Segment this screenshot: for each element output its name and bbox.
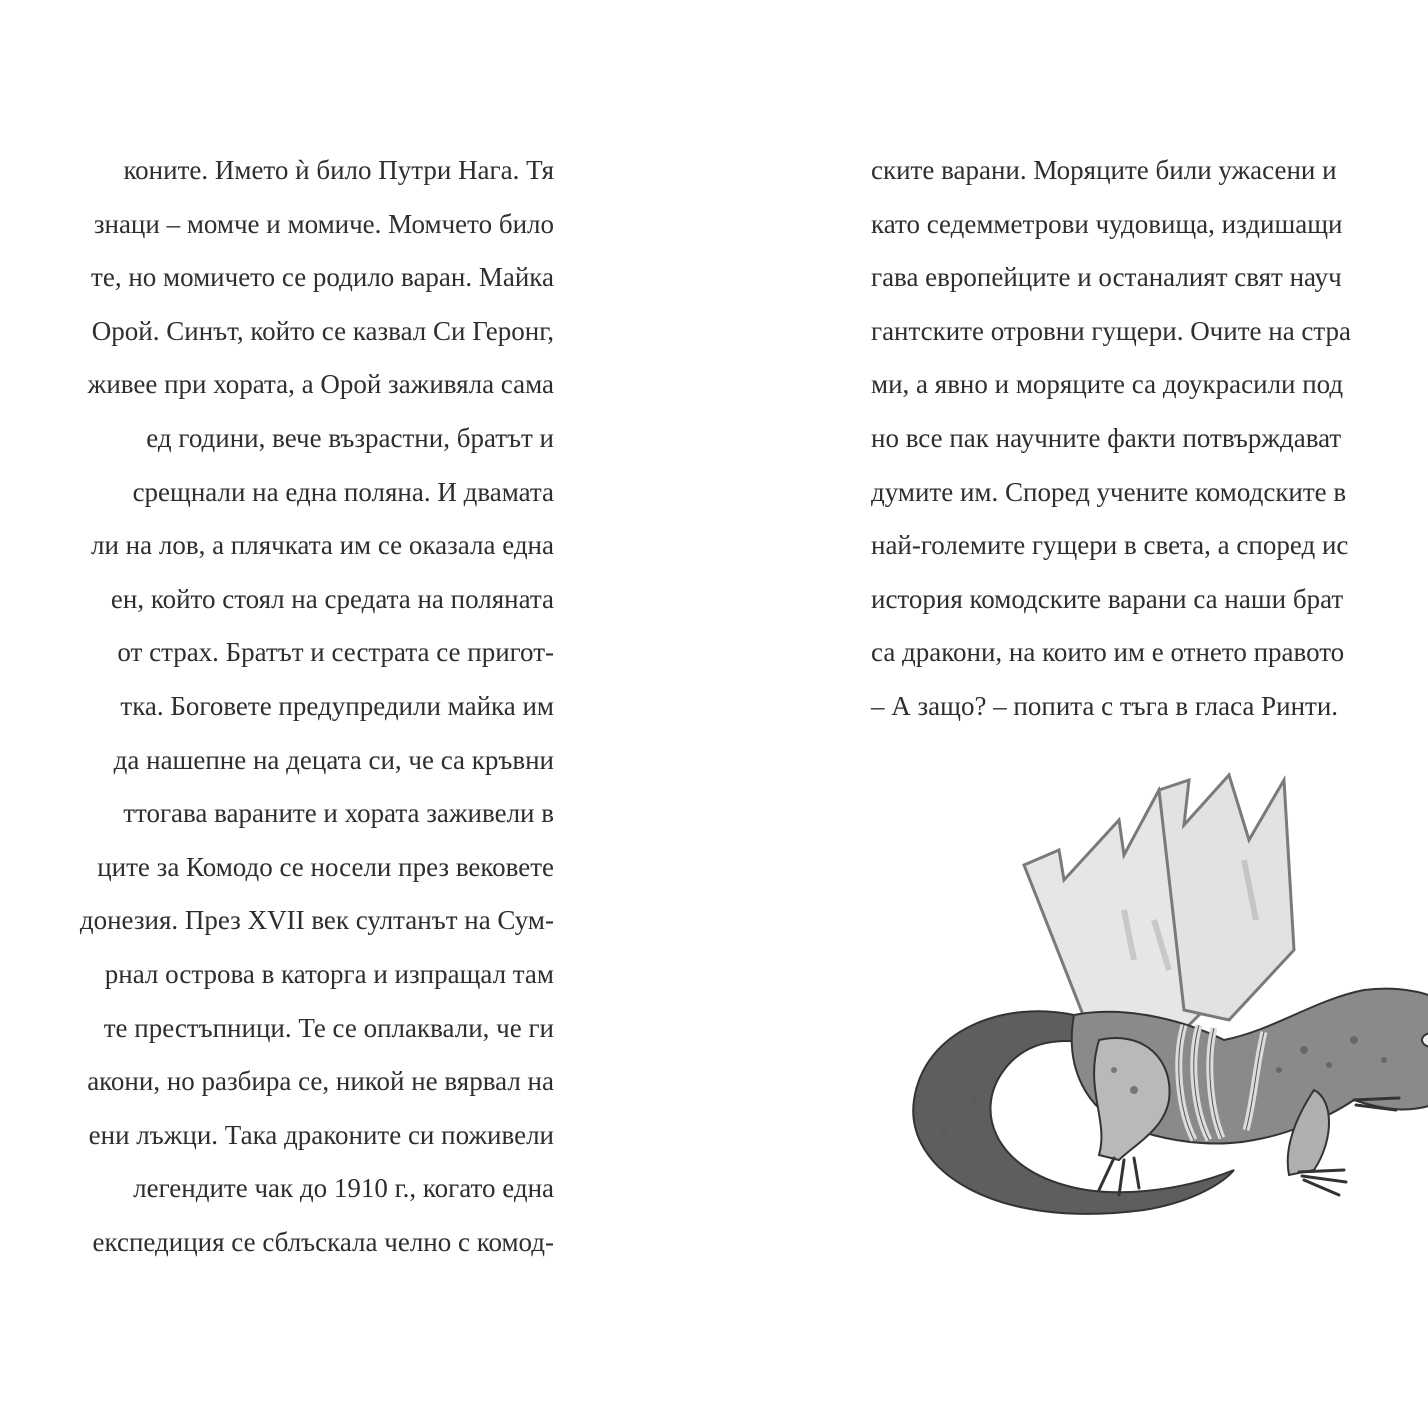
text-line: ците за Комодо се носели през вековете (97, 851, 554, 882)
paper-wings-icon (1024, 775, 1294, 1030)
text-line: от страх. Братът и сестрата се пригот- (117, 637, 554, 668)
left-page-text (80, 150, 554, 1275)
text-line: ми, а явно и моряците са доукрасили под (871, 369, 1344, 400)
text-line: гава европейците и останалият свят науч (871, 262, 1342, 293)
text-line: живее при хората, а Орой заживяла сама (87, 369, 554, 400)
text-line: история комодските варани са наши брат (871, 583, 1344, 614)
text-line: Орой. Синът, който се казвал Си Геронг, (91, 315, 554, 346)
text-line: коните. Името ѝ било Путри Нага. Тя (123, 155, 554, 185)
text-line: експедиция се сблъскала челно с комод- (92, 1226, 554, 1257)
right-page-text (871, 150, 1351, 740)
text-line: гантските отровни гущери. Очите на стра (871, 315, 1352, 346)
text-line: акони, но разбира се, никой не вярвал на (87, 1066, 554, 1097)
text-line: ттогава вараните и хората заживели в (123, 798, 554, 829)
text-line: най-големите гущери в света, а според ис (871, 530, 1349, 561)
text-line: ен, който стоял на средата на поляната (110, 583, 554, 614)
text-line: донезия. През XVII век султанът на Сум- (79, 905, 554, 936)
text-line: ските варани. Моряците били ужасени и (871, 155, 1337, 185)
text-line: са дракони, на които им е отнето правото (871, 637, 1345, 668)
text-line: те престъпници. Те се оплаквали, че ги (103, 1012, 554, 1043)
text-line: срещнали на една поляна. И двамата (132, 476, 554, 507)
text-line: те, но момичето се родило варан. Майка (91, 262, 554, 293)
text-line: рнал острова в каторга и изпращал там (104, 958, 554, 989)
text-line: ед години, вече възрастни, братът и (146, 422, 554, 453)
text-line: знаци – момче и момиче. Момчето било (93, 208, 554, 239)
text-line: легендите чак до 1910 г., когато една (133, 1173, 554, 1204)
komodo-dragon-illustration (884, 770, 1428, 1270)
text-line: тка. Боговете предупредили майка им (120, 690, 554, 721)
text-line: но все пак научните факти потвърждават (871, 422, 1342, 453)
right-page (714, 0, 1428, 1428)
text-line: да нашепне на децата си, че са кръвни (113, 744, 554, 775)
text-line: ени лъжци. Така драконите си поживели (88, 1119, 554, 1150)
text-line: ли на лов, а плячката им се оказала една (90, 530, 554, 561)
text-line: – А защо? – попита с тъга в гласа Ринти. (871, 690, 1339, 721)
text-line: като седемметрови чудовища, издишащи (871, 208, 1343, 239)
text-line: думите им. Според учените комодските в (871, 476, 1347, 507)
